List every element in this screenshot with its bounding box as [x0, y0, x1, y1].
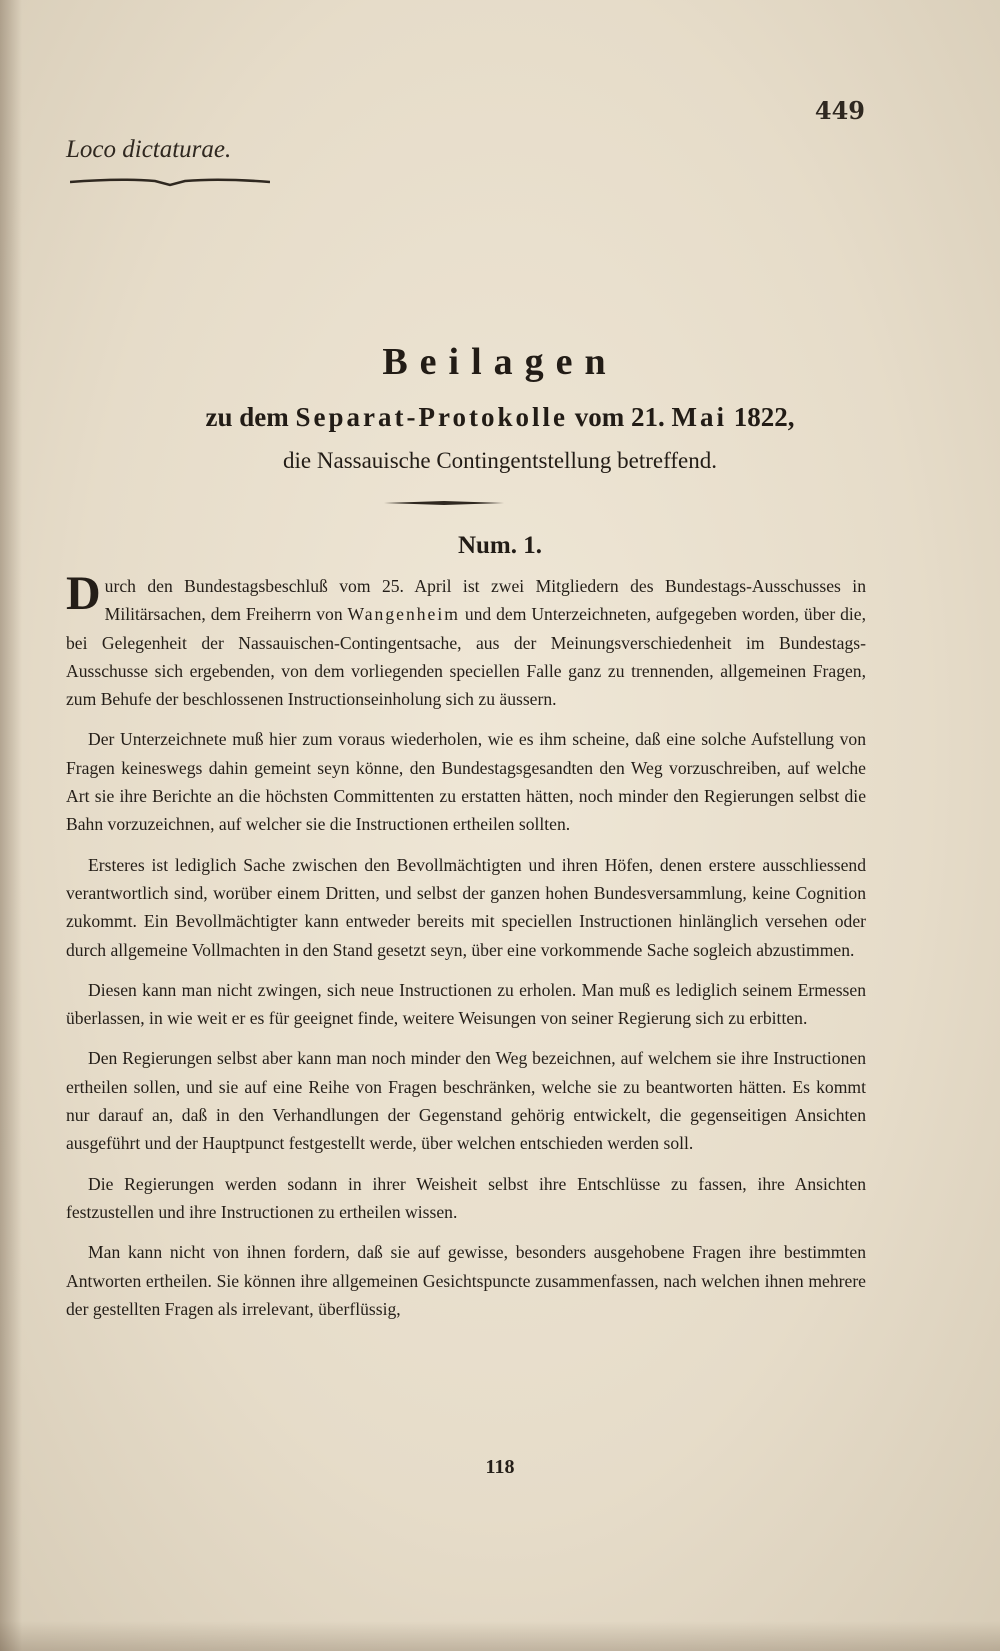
title-line-1 [0, 402, 1000, 433]
title-line-1-middle: vom 21. [567, 402, 672, 432]
page-bottom-shadow [0, 1621, 1000, 1651]
title-line-2: die Nassauische Contingentstellung betreffend. [283, 448, 717, 473]
title-line-1-protocol: Separat-Protokolle [295, 402, 568, 432]
paragraph-1-name: Wangenheim [347, 604, 460, 625]
ornamental-rule [70, 176, 270, 188]
page-edge-shadow [0, 0, 22, 1651]
section-divider [384, 500, 504, 506]
paragraph-2: Der Unterzeichnete muß hier zum voraus wiederholen, wie es ihm scheine, daß eine solche Aufstellung von Fragen keineswegs dahin gemeint seyn könne, den Bundestagsgesandten den Weg vorzuschreiben, auf welche Art sie ihre Berichte an die höchsten Committenten zu erstatten hätten, noch minder den Regierungen selbst die Bahn vorzuzeichnen, auf welcher sie die Instructionen ertheilen sollten. [66, 729, 866, 835]
section-heading: Num. 1. [457, 532, 543, 559]
drop-cap: D [66, 567, 101, 620]
title-line-1-month: Mai [671, 402, 727, 432]
paragraph-1 [66, 567, 866, 713]
paragraph-4: Diesen kann man nicht zwingen, sich neue Instructionen zu erholen. Man muß es lediglich seinem Ermessen überlassen, in wie weit er es für geeignet finde, weitere Weisungen von seiner Regierung sich zu erbitten. [66, 979, 866, 1029]
paragraph-1-text-a: urch den Bundestagsbeschluß vom 25. April ist zwei Mitgliedern des Bundestags-Ausschusses in Militärsachen, dem Freiherrn von [104, 576, 866, 625]
running-head: Loco dictaturae. [66, 136, 232, 163]
signature-mark: 118 [485, 1456, 515, 1478]
paragraph-1-text-b: und dem Unterzeichneten, aufgegeben worden, über die, bei Gelegenheit der Nassauischen-Contingentsache, aus der Meinungsverschiedenheit im Bundestags-Ausschusse sich ergebenden, von dem vorliegenden speciellen Falle ganz zu trennenden, allgemeinen Fragen, zum Behufe der beschlossenen Instructionseinholung sich zu äussern. [66, 604, 866, 710]
paragraph-7: Man kann nicht von ihnen fordern, daß sie auf gewisse, besonders ausgehobene Fragen ihre bestimmten Antworten ertheilen. Sie können ihre allgemeinen Gesichtspuncte zusammenfassen, nach welchen ihnen mehrere der gestellten Fragen als irrelevant, überflüssig, [66, 1242, 866, 1319]
body-text [66, 567, 866, 1335]
title-line-1-suffix: 1822, [726, 402, 795, 432]
page-number: 449 [814, 96, 865, 125]
title-line-1-prefix: zu dem [205, 402, 296, 432]
document-title: Beilagen [382, 341, 618, 383]
paragraph-6: Die Regierungen werden sodann in ihrer Weisheit selbst ihre Entschlüsse zu fassen, ihre Ansichten festzustellen und ihre Instructionen zu ertheilen wissen. [66, 1173, 866, 1222]
paragraph-3: Ersteres ist lediglich Sache zwischen den Bevollmächtigten und ihren Höfen, denen erstere ausschliessend verantwortlich sind, worüber einem Dritten, und selbst der ganzen hohen Bundesversammlung, keine Cognition zukommt. Ein Bevollmächtigter kann entweder bereits mit speciellen Instructionen hinlänglich versehen oder durch allgemeine Vollmachten in den Stand gesetzt seyn, über eine vorkommende Sache sogleich abzustimmen. [66, 854, 866, 960]
paragraph-5: Den Regierungen selbst aber kann man noch minder den Weg bezeichnen, auf welchem sie ihre Instructionen ertheilen sollen, und sie auf eine Reihe von Fragen beschränken, welche sie zu beantworten hätten. Es kommt nur darauf an, daß in den Verhandlungen der Gegenstand gehörig entwickelt, die gegenseitigen Ansichten ausgeführt und der Hauptpunct festgestellt werde, über welchen entschieden werden soll. [66, 1048, 866, 1154]
